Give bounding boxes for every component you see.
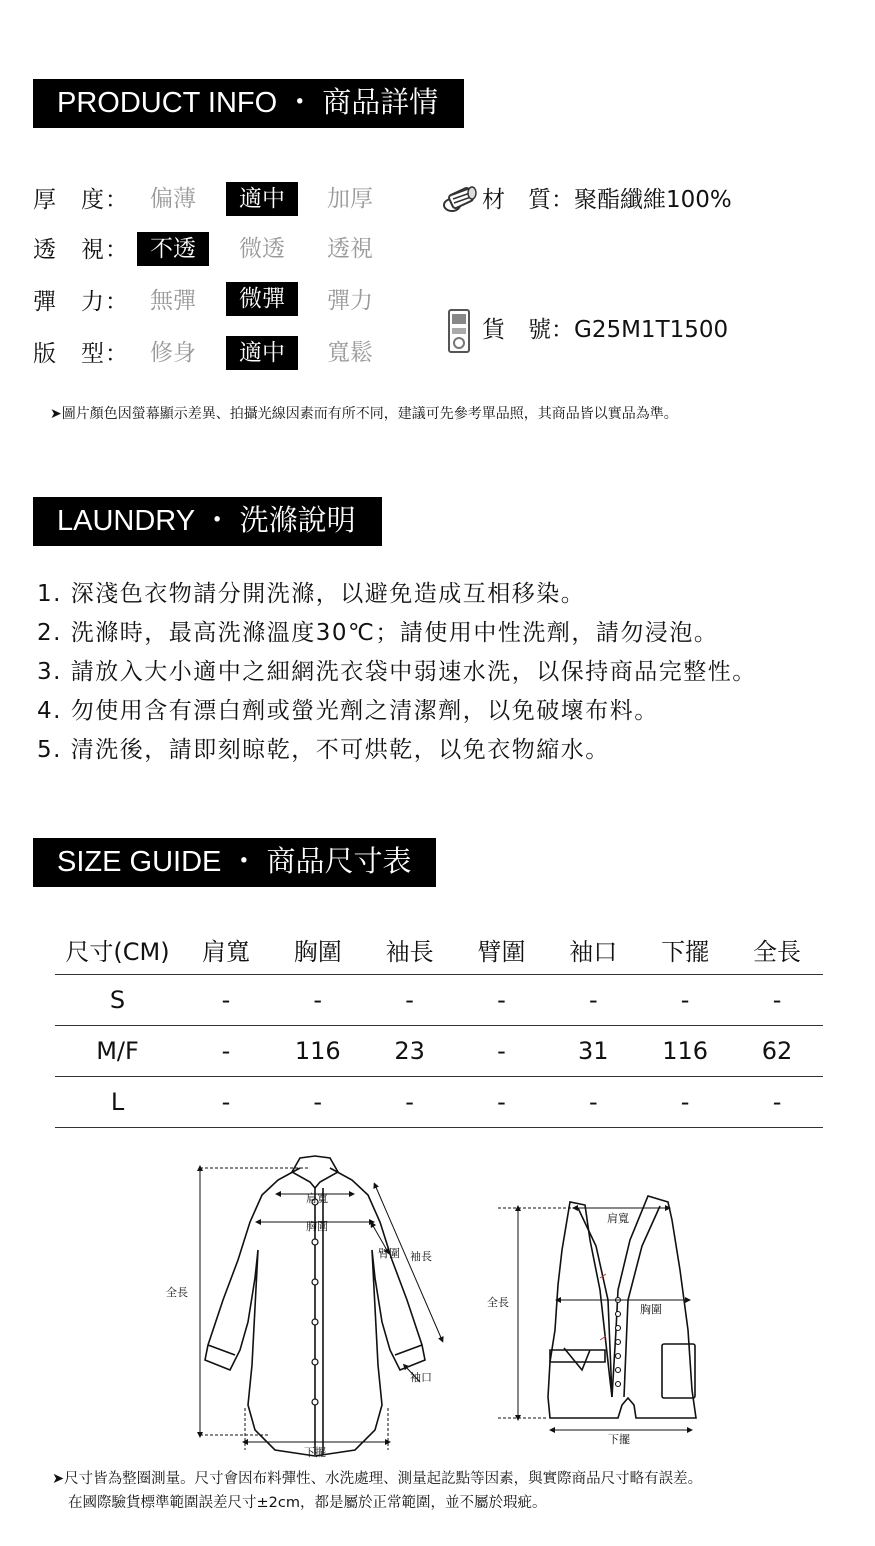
chest-label: 胸圍 — [306, 1220, 328, 1233]
vest-outline-icon — [548, 1196, 696, 1418]
size-cell: S — [55, 975, 180, 1026]
hem-label: 下擺 — [304, 1446, 326, 1459]
tag-icon — [446, 308, 472, 354]
table-cell: 31 — [547, 1026, 639, 1077]
table-cell: - — [364, 1077, 456, 1128]
vest-shoulder-label: 肩寬 — [607, 1212, 629, 1225]
attribute-option: 修身 — [150, 340, 196, 366]
size-guide-header: SIZE GUIDE ・ 商品尺寸表 — [33, 838, 436, 887]
arm-label: 臂圍 — [378, 1247, 400, 1260]
laundry-item: 3. 請放入大小適中之細網洗衣袋中弱速水洗，以保持商品完整性。 — [37, 659, 757, 685]
table-cell: - — [731, 975, 823, 1026]
laundry-header: LAUNDRY ・ 洗滌說明 — [33, 497, 382, 546]
table-row — [55, 975, 823, 1026]
size-footnote — [52, 1467, 702, 1515]
item-number: 貨 號：G25M1T1500 — [482, 317, 729, 343]
vest-hem-label: 下擺 — [608, 1433, 630, 1446]
length-label: 全長 — [166, 1286, 188, 1299]
attribute-option-selected: 適中 — [226, 336, 298, 370]
column-header: 全長 — [731, 925, 823, 975]
column-header: 尺寸(CM) — [55, 925, 180, 975]
attribute-label: 彈 力： — [33, 289, 129, 315]
column-header: 袖口 — [547, 925, 639, 975]
column-header: 胸圍 — [272, 925, 364, 975]
table-cell: 116 — [639, 1026, 731, 1077]
size-table-header-row — [55, 925, 823, 975]
vest-length-label: 全長 — [487, 1296, 509, 1309]
table-cell: - — [456, 1077, 548, 1128]
table-cell: - — [639, 1077, 731, 1128]
table-row — [55, 1026, 823, 1077]
attribute-label: 版 型： — [33, 341, 129, 367]
cuff-label: 袖口 — [410, 1371, 432, 1384]
column-header: 肩寬 — [180, 925, 272, 975]
column-header: 袖長 — [364, 925, 456, 975]
table-cell: - — [731, 1077, 823, 1128]
size-cell: L — [55, 1077, 180, 1128]
measurement-diagram — [160, 1150, 720, 1465]
table-cell: - — [639, 975, 731, 1026]
attribute-option: 加厚 — [327, 186, 373, 212]
size-footnote-line-2: 在國際驗貨標準範圍誤差尺寸±2cm，都是屬於正常範圍，並不屬於瑕疵。 — [68, 1495, 547, 1511]
vest-chest-label: 胸圍 — [640, 1303, 662, 1316]
size-cell: M/F — [55, 1026, 180, 1077]
table-cell: - — [547, 1077, 639, 1128]
attribute-label: 厚 度： — [33, 187, 129, 213]
attribute-label: 透 視： — [33, 237, 129, 263]
product-note: ➤圖片顏色因螢幕顯示差異、拍攝光線因素而有所不同，建議可先參考單品照，其商品皆以實品為準。 — [50, 406, 678, 422]
product-info-header: PRODUCT INFO ・ 商品詳情 — [33, 79, 464, 128]
material-spec: 材 質：聚酯纖維100% — [482, 187, 732, 213]
table-cell: - — [456, 975, 548, 1026]
laundry-item: 1. 深淺色衣物請分開洗滌，以避免造成互相移染。 — [37, 581, 586, 607]
sleeve-label: 袖長 — [410, 1250, 432, 1263]
table-cell: - — [180, 1077, 272, 1128]
attribute-option-selected: 微彈 — [226, 282, 298, 316]
attribute-option: 彈力 — [327, 288, 373, 314]
thread-spool-icon — [442, 185, 480, 215]
size-table — [55, 925, 823, 1128]
table-cell: 62 — [731, 1026, 823, 1077]
attribute-option: 偏薄 — [150, 186, 196, 212]
column-header: 臂圍 — [456, 925, 548, 975]
table-cell: - — [272, 1077, 364, 1128]
laundry-item: 4. 勿使用含有漂白劑或螢光劑之清潔劑，以免破壞布料。 — [37, 698, 659, 724]
size-footnote-line-1: ➤尺寸皆為整圈測量。尺寸會因布料彈性、水洗處理、測量起訖點等因素，與實際商品尺寸略有誤差。 — [52, 1471, 703, 1487]
attribute-option-selected: 適中 — [226, 182, 298, 216]
attribute-option: 寬鬆 — [327, 340, 373, 366]
table-cell: - — [180, 975, 272, 1026]
table-cell: - — [456, 1026, 548, 1077]
attribute-option-selected: 不透 — [137, 232, 209, 266]
table-cell: - — [180, 1026, 272, 1077]
attribute-option: 微透 — [239, 236, 285, 262]
laundry-list — [37, 575, 757, 770]
shoulder-label: 肩寬 — [306, 1192, 328, 1205]
laundry-item: 2. 洗滌時，最高洗滌溫度30℃；請使用中性洗劑，請勿浸泡。 — [37, 620, 719, 646]
laundry-item: 5. 清洗後，請即刻晾乾，不可烘乾，以免衣物縮水。 — [37, 737, 610, 763]
table-row — [55, 1077, 823, 1128]
table-cell: - — [547, 975, 639, 1026]
attribute-option: 透視 — [327, 236, 373, 262]
table-cell: 23 — [364, 1026, 456, 1077]
table-cell: 116 — [272, 1026, 364, 1077]
table-cell: - — [272, 975, 364, 1026]
table-cell: - — [364, 975, 456, 1026]
attribute-option: 無彈 — [150, 288, 196, 314]
column-header: 下擺 — [639, 925, 731, 975]
